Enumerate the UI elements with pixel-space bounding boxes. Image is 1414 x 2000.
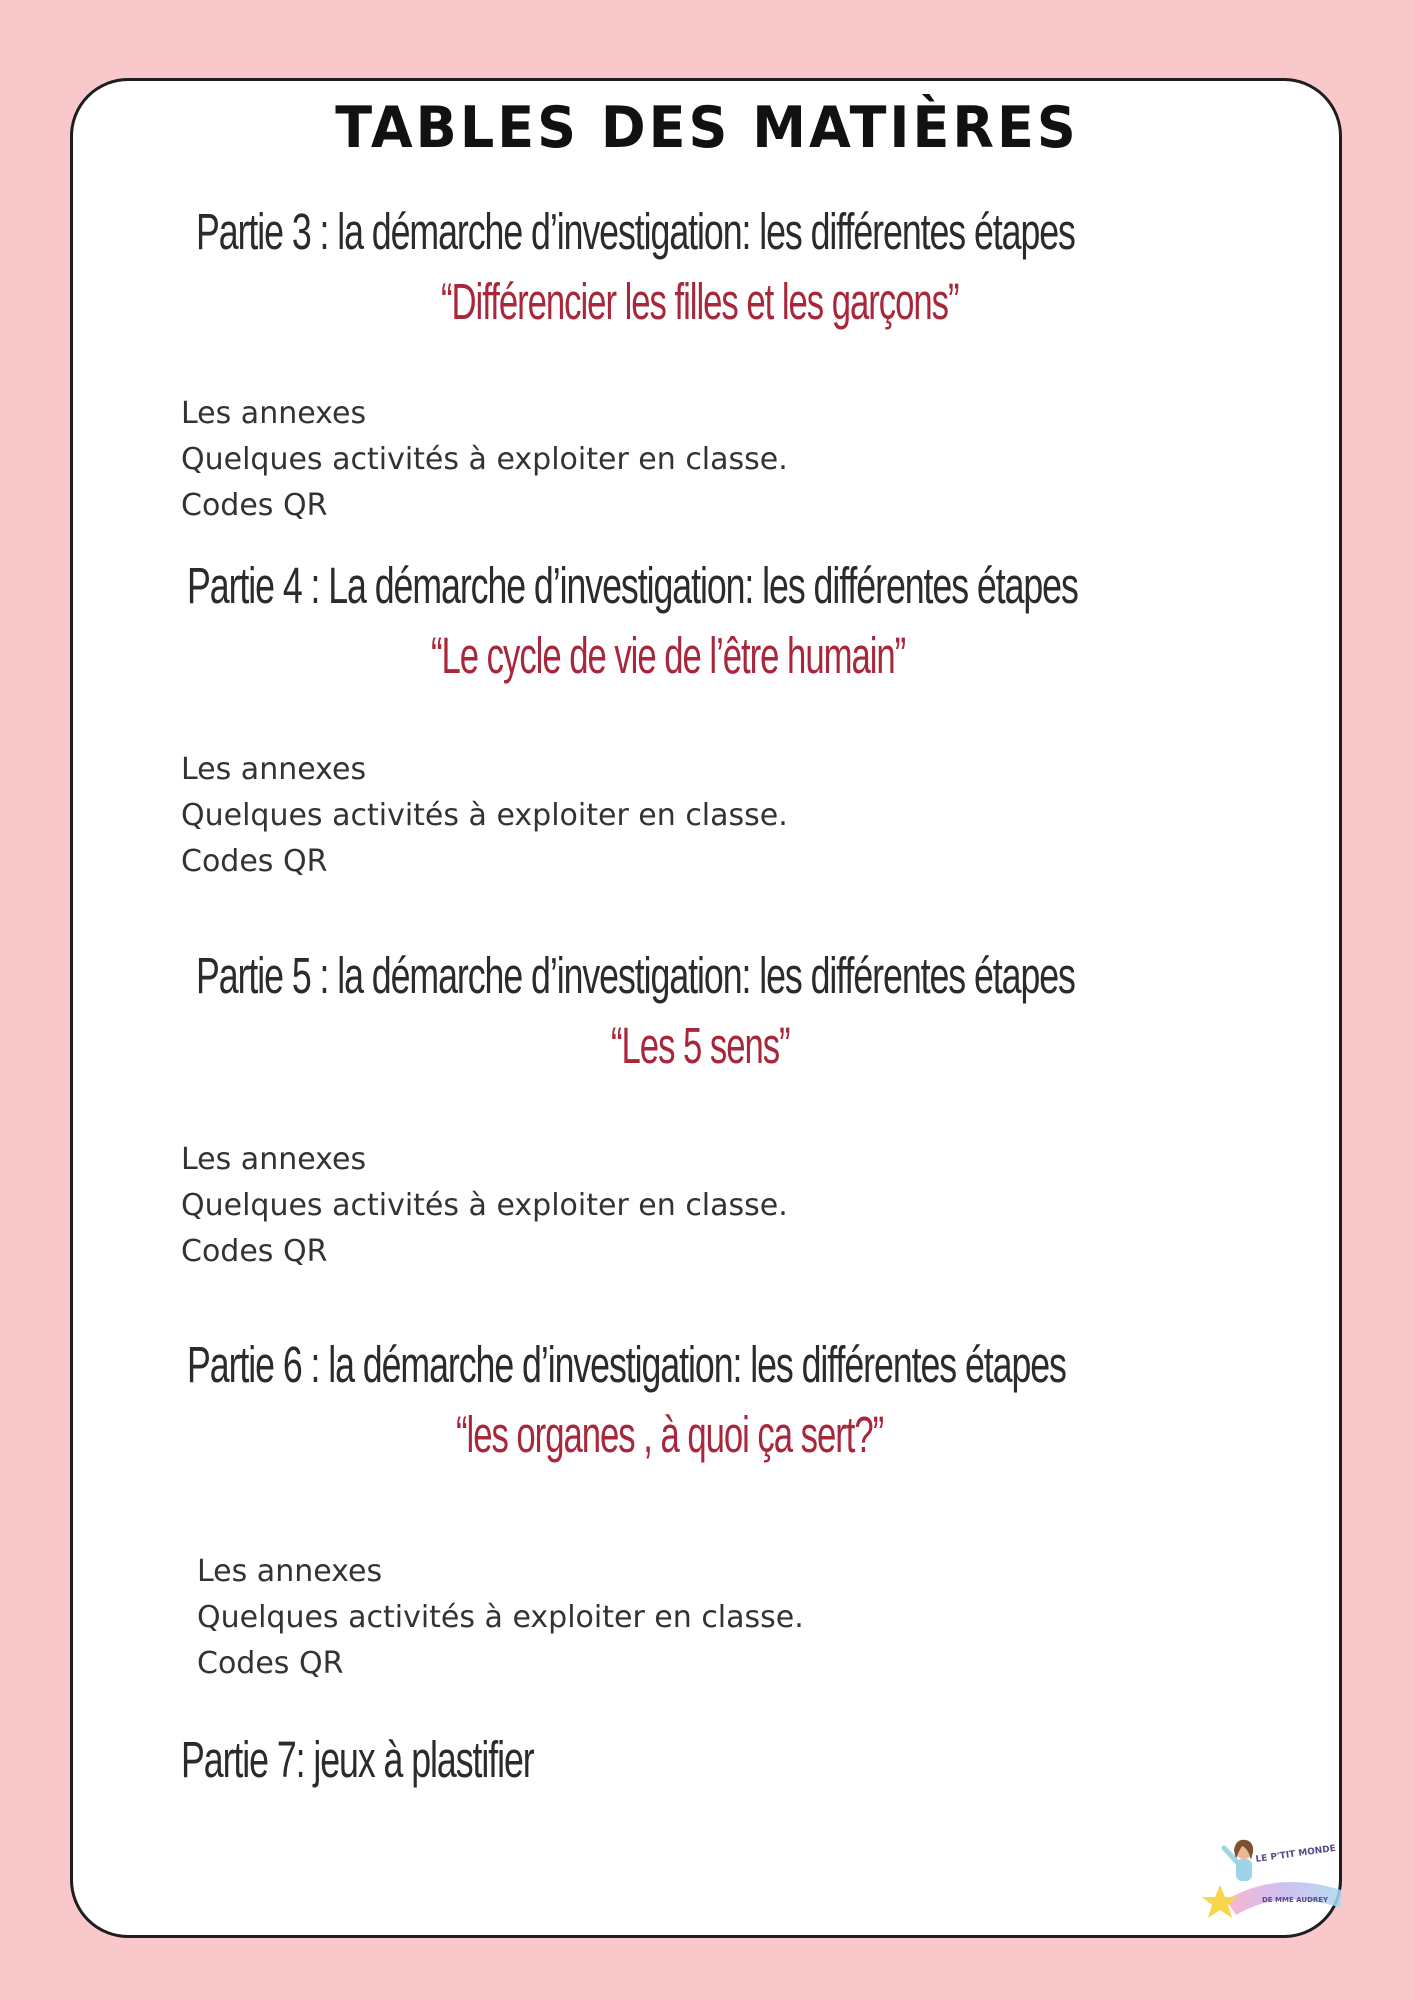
list-item: Les annexes [181,1142,367,1177]
list-item: Quelques activités à exploiter en classe. [181,1188,788,1223]
page-title: TABLES DES MATIÈRES [335,94,1079,161]
part-4-heading: Partie 4 : La démarche d’investigation: les différentes étapes [187,557,1078,614]
list-item: Codes QR [181,488,328,523]
part-7-heading: Partie 7: jeux à plastifier [181,1731,534,1788]
logo-line-2: DE MME AUDREY [1262,1896,1329,1904]
part-3-items [181,391,788,529]
list-item: Codes QR [181,844,328,879]
list-item: Les annexes [197,1554,383,1589]
part-5-items [181,1137,788,1275]
list-item: Quelques activités à exploiter en classe. [197,1600,804,1635]
list-item: Codes QR [181,1234,328,1269]
logo-line-1: LE P'TIT MONDE [1255,1843,1337,1865]
part-4-items [181,747,788,885]
part-3-heading: Partie 3 : la démarche d’investigation: les différentes étapes [196,203,1075,260]
part-6-heading: Partie 6 : la démarche d’investigation: les différentes étapes [187,1336,1066,1393]
list-item: Quelques activités à exploiter en classe. [181,442,788,477]
part-4-subtitle: “Le cycle de vie de l’être humain” [431,627,906,684]
brand-logo [1196,1830,1346,1930]
list-item: Les annexes [181,752,367,787]
part-3-subtitle: “Différencier les filles et les garçons” [441,273,959,330]
part-5-heading: Partie 5 : la démarche d’investigation: les différentes étapes [196,947,1075,1004]
list-item: Codes QR [197,1646,344,1681]
list-item: Quelques activités à exploiter en classe. [181,798,788,833]
part-5-subtitle: “Les 5 sens” [611,1017,790,1074]
list-item: Les annexes [181,396,367,431]
part-6-items [197,1549,804,1687]
part-6-subtitle: “les organes , à quoi ça sert?” [456,1406,884,1463]
